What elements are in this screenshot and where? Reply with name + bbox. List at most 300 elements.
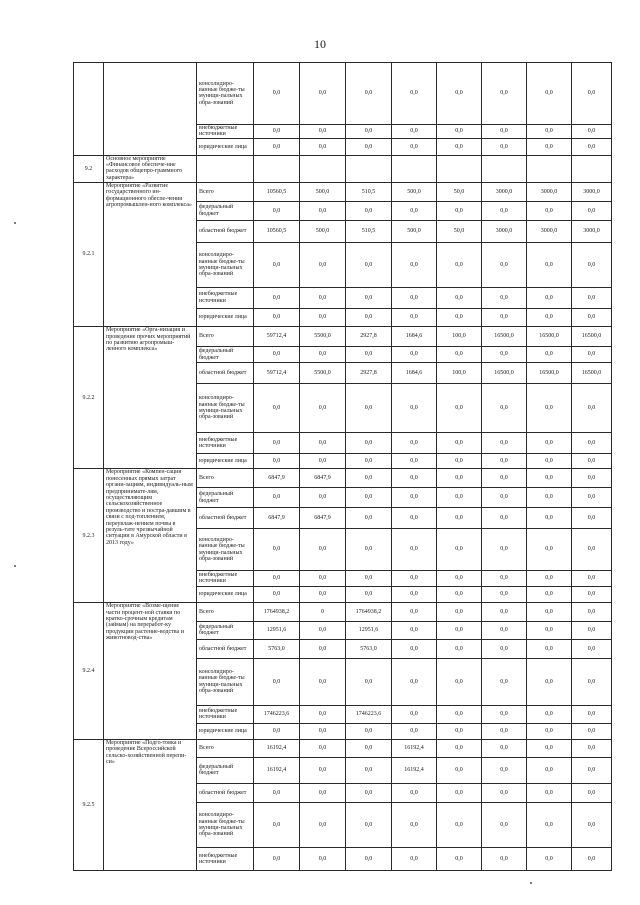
funding-source-cell: Всего — [197, 740, 254, 758]
amount-cell: 0,0 — [572, 487, 612, 508]
amount-cell: 0,0 — [392, 848, 437, 871]
amount-cell — [437, 155, 482, 182]
amount-cell: 0,0 — [527, 124, 572, 138]
code-cell: 9.2.3 — [74, 469, 104, 603]
table-row — [74, 155, 612, 182]
amount-cell: 0,0 — [437, 586, 482, 602]
amount-cell: 0,0 — [572, 529, 612, 571]
amount-cell: 510,5 — [346, 183, 392, 202]
amount-cell: 0,0 — [527, 658, 572, 705]
measure-title-cell: Основное мероприятие «Финансовое обеспече-ние расходов общепро-граммного характера» — [104, 155, 197, 182]
amount-cell: 0,0 — [437, 640, 482, 659]
funding-source-cell: юридические лица — [197, 723, 254, 739]
amount-cell: 0,0 — [482, 308, 527, 327]
amount-cell: 0,0 — [346, 723, 392, 739]
amount-cell: 0,0 — [300, 201, 346, 221]
amount-cell: 0,0 — [392, 706, 437, 724]
page-number: 10 — [314, 37, 326, 51]
amount-cell: 0,0 — [527, 346, 572, 362]
amount-cell: 0,0 — [572, 288, 612, 309]
amount-cell: 0,0 — [254, 63, 300, 125]
amount-cell: 0,0 — [572, 603, 612, 622]
amount-cell: 3000,0 — [572, 221, 612, 243]
amount-cell: 0,0 — [527, 453, 572, 468]
amount-cell: 0,0 — [300, 308, 346, 327]
amount-cell: 0,0 — [527, 757, 572, 784]
amount-cell: 16500,0 — [572, 363, 612, 384]
funding-source-cell: юридические лица — [197, 308, 254, 327]
amount-cell: 0,0 — [437, 658, 482, 705]
funding-source-cell: консолидиро-ванные бюдже-ты муници-пальных обра-зований — [197, 63, 254, 125]
amount-cell: 0,0 — [527, 640, 572, 659]
amount-cell: 0,0 — [254, 383, 300, 432]
table-row — [74, 327, 612, 347]
measure-title-cell: Мероприятие «Орга-низация и проведение прочих мероприятий по развитию агропромыш-ленного комплекса» — [104, 327, 197, 469]
amount-cell: 0,0 — [527, 139, 572, 155]
amount-cell: 0,0 — [482, 201, 527, 221]
amount-cell: 0,0 — [346, 308, 392, 327]
amount-cell: 0,0 — [346, 487, 392, 508]
amount-cell: 0 — [300, 603, 346, 622]
amount-cell: 0,0 — [437, 802, 482, 847]
amount-cell: 0,0 — [482, 571, 527, 586]
amount-cell: 0,0 — [572, 757, 612, 784]
amount-cell: 10560,5 — [254, 183, 300, 202]
amount-cell: 0,0 — [572, 139, 612, 155]
amount-cell: 0,0 — [572, 201, 612, 221]
amount-cell: 0,0 — [300, 288, 346, 309]
amount-cell: 0,0 — [346, 201, 392, 221]
amount-cell: 5500,0 — [300, 327, 346, 347]
amount-cell: 500,0 — [300, 183, 346, 202]
amount-cell: 0,0 — [572, 453, 612, 468]
table-row — [74, 603, 612, 622]
funding-source-cell: федеральный бюджет — [197, 346, 254, 362]
amount-cell: 12951,6 — [346, 621, 392, 640]
amount-cell: 0,0 — [437, 621, 482, 640]
funding-source-cell: федеральный бюджет — [197, 621, 254, 640]
amount-cell: 0,0 — [437, 288, 482, 309]
amount-cell — [254, 155, 300, 182]
funding-source-cell: консолидиро-ванные бюдже-ты муници-пальных обра-зований — [197, 529, 254, 571]
funding-source-cell: консолидиро-ванные бюдже-ты муници-пальных обра-зований — [197, 658, 254, 705]
code-cell: 9.2.1 — [74, 183, 104, 327]
scan-speck — [530, 882, 532, 884]
amount-cell: 0,0 — [527, 201, 572, 221]
amount-cell: 0,0 — [482, 802, 527, 847]
funding-source-cell: внебюджетные источники — [197, 706, 254, 724]
amount-cell: 0,0 — [527, 487, 572, 508]
amount-cell: 0,0 — [572, 621, 612, 640]
amount-cell: 0,0 — [300, 757, 346, 784]
amount-cell: 0,0 — [254, 529, 300, 571]
amount-cell: 0,0 — [527, 469, 572, 488]
amount-cell: 0,0 — [254, 124, 300, 138]
amount-cell: 0,0 — [254, 723, 300, 739]
funding-source-cell: областной бюджет — [197, 363, 254, 384]
amount-cell: 0,0 — [437, 740, 482, 758]
amount-cell: 3000,0 — [482, 221, 527, 243]
funding-source-cell: Всего — [197, 603, 254, 622]
amount-cell: 0,0 — [392, 383, 437, 432]
funding-source-cell: областной бюджет — [197, 640, 254, 659]
amount-cell: 12951,6 — [254, 621, 300, 640]
amount-cell: 0,0 — [254, 487, 300, 508]
amount-cell: 0,0 — [437, 383, 482, 432]
amount-cell: 0,0 — [392, 723, 437, 739]
amount-cell: 0,0 — [300, 740, 346, 758]
amount-cell: 0,0 — [392, 124, 437, 138]
amount-cell: 0,0 — [572, 124, 612, 138]
amount-cell: 0,0 — [527, 383, 572, 432]
amount-cell — [300, 155, 346, 182]
amount-cell — [572, 155, 612, 182]
amount-cell: 0,0 — [527, 723, 572, 739]
amount-cell: 0,0 — [482, 383, 527, 432]
amount-cell: 59712,4 — [254, 363, 300, 384]
code-cell: 9.2.4 — [74, 603, 104, 740]
table-row — [74, 183, 612, 202]
amount-cell: 0,0 — [254, 433, 300, 454]
amount-cell: 16192,4 — [254, 757, 300, 784]
amount-cell: 0,0 — [346, 124, 392, 138]
code-cell: 9.2.2 — [74, 327, 104, 469]
amount-cell: 0,0 — [482, 139, 527, 155]
amount-cell — [392, 155, 437, 182]
amount-cell: 0,0 — [300, 571, 346, 586]
amount-cell: 0,0 — [527, 433, 572, 454]
funding-source-cell: юридические лица — [197, 453, 254, 468]
amount-cell: 510,5 — [346, 221, 392, 243]
code-cell: 9.2.5 — [74, 740, 104, 871]
amount-cell: 0,0 — [346, 508, 392, 529]
amount-cell: 0,0 — [572, 63, 612, 125]
amount-cell: 0,0 — [572, 784, 612, 803]
amount-cell: 0,0 — [254, 242, 300, 287]
amount-cell: 0,0 — [572, 433, 612, 454]
amount-cell: 0,0 — [527, 508, 572, 529]
amount-cell: 0,0 — [300, 453, 346, 468]
funding-source-cell: Всего — [197, 327, 254, 347]
amount-cell: 16500,0 — [482, 363, 527, 384]
amount-cell: 0,0 — [437, 453, 482, 468]
amount-cell: 16500,0 — [527, 363, 572, 384]
amount-cell: 0,0 — [437, 784, 482, 803]
amount-cell: 0,0 — [392, 288, 437, 309]
amount-cell: 0,0 — [572, 802, 612, 847]
scan-speck — [14, 222, 16, 224]
amount-cell: 16500,0 — [572, 327, 612, 347]
funding-source-cell: юридические лица — [197, 139, 254, 155]
amount-cell: 0,0 — [572, 848, 612, 871]
amount-cell: 500,0 — [392, 183, 437, 202]
amount-cell: 0,0 — [346, 586, 392, 602]
amount-cell: 0,0 — [527, 63, 572, 125]
amount-cell: 0,0 — [482, 784, 527, 803]
amount-cell: 0,0 — [482, 757, 527, 784]
amount-cell: 0,0 — [527, 848, 572, 871]
amount-cell: 0,0 — [392, 603, 437, 622]
amount-cell: 0,0 — [437, 848, 482, 871]
amount-cell: 0,0 — [392, 433, 437, 454]
amount-cell: 0,0 — [254, 139, 300, 155]
amount-cell: 0,0 — [300, 802, 346, 847]
amount-cell: 0,0 — [392, 586, 437, 602]
amount-cell: 0,0 — [346, 529, 392, 571]
amount-cell: 0,0 — [437, 346, 482, 362]
amount-cell: 0,0 — [346, 757, 392, 784]
amount-cell: 0,0 — [392, 242, 437, 287]
amount-cell: 0,0 — [300, 621, 346, 640]
amount-cell: 0,0 — [527, 603, 572, 622]
amount-cell: 1746223,6 — [346, 706, 392, 724]
amount-cell: 16192,4 — [254, 740, 300, 758]
amount-cell: 5763,0 — [346, 640, 392, 659]
amount-cell: 0,0 — [254, 802, 300, 847]
amount-cell: 0,0 — [437, 487, 482, 508]
funding-source-cell: внебюджетные источники — [197, 433, 254, 454]
amount-cell: 1746223,6 — [254, 706, 300, 724]
amount-cell: 100,0 — [437, 363, 482, 384]
amount-cell: 6847,9 — [254, 508, 300, 529]
funding-source-cell: областной бюджет — [197, 221, 254, 243]
amount-cell: 0,0 — [300, 723, 346, 739]
amount-cell: 0,0 — [572, 723, 612, 739]
amount-cell: 0,0 — [437, 242, 482, 287]
amount-cell: 0,0 — [572, 658, 612, 705]
amount-cell: 1684,6 — [392, 363, 437, 384]
measure-title-cell: Мероприятие «Развитие государственного ин-формационного обеспе-чения агропромышлен-ного комплекса» — [104, 183, 197, 327]
amount-cell: 1764938,2 — [254, 603, 300, 622]
amount-cell: 0,0 — [482, 621, 527, 640]
amount-cell: 16500,0 — [527, 327, 572, 347]
amount-cell: 0,0 — [482, 508, 527, 529]
amount-cell: 0,0 — [437, 706, 482, 724]
amount-cell: 0,0 — [572, 308, 612, 327]
funding-source-cell: консолидиро-ванные бюдже-ты муници-пальных обра-зований — [197, 383, 254, 432]
table-row — [74, 740, 612, 758]
table-row — [74, 63, 612, 125]
amount-cell: 0,0 — [437, 757, 482, 784]
scan-speck — [14, 565, 16, 567]
amount-cell: 59712,4 — [254, 327, 300, 347]
amount-cell: 0,0 — [572, 586, 612, 602]
amount-cell: 0,0 — [300, 433, 346, 454]
amount-cell: 0,0 — [300, 706, 346, 724]
code-cell — [74, 63, 104, 156]
amount-cell: 0,0 — [437, 63, 482, 125]
amount-cell: 0,0 — [300, 658, 346, 705]
amount-cell: 0,0 — [392, 201, 437, 221]
amount-cell: 0,0 — [346, 848, 392, 871]
amount-cell: 500,0 — [300, 221, 346, 243]
amount-cell: 0,0 — [254, 201, 300, 221]
amount-cell: 0,0 — [300, 346, 346, 362]
amount-cell: 0,0 — [437, 723, 482, 739]
amount-cell — [527, 155, 572, 182]
amount-cell: 0,0 — [392, 658, 437, 705]
amount-cell: 0,0 — [300, 586, 346, 602]
amount-cell: 0,0 — [482, 63, 527, 125]
funding-source-cell: федеральный бюджет — [197, 201, 254, 221]
amount-cell: 0,0 — [482, 469, 527, 488]
amount-cell: 0,0 — [572, 469, 612, 488]
amount-cell: 3000,0 — [527, 183, 572, 202]
amount-cell: 6847,9 — [254, 469, 300, 488]
amount-cell: 0,0 — [437, 201, 482, 221]
amount-cell: 0,0 — [392, 529, 437, 571]
amount-cell: 0,0 — [527, 242, 572, 287]
amount-cell: 0,0 — [392, 346, 437, 362]
amount-cell: 0,0 — [392, 63, 437, 125]
amount-cell: 0,0 — [300, 529, 346, 571]
amount-cell — [482, 155, 527, 182]
amount-cell: 0,0 — [527, 586, 572, 602]
amount-cell: 500,0 — [392, 221, 437, 243]
amount-cell: 0,0 — [254, 346, 300, 362]
amount-cell: 0,0 — [482, 723, 527, 739]
amount-cell: 0,0 — [392, 453, 437, 468]
amount-cell: 0,0 — [346, 433, 392, 454]
amount-cell: 0,0 — [572, 640, 612, 659]
amount-cell: 0,0 — [482, 658, 527, 705]
amount-cell: 0,0 — [482, 740, 527, 758]
amount-cell: 0,0 — [527, 706, 572, 724]
amount-cell: 0,0 — [346, 658, 392, 705]
amount-cell: 16192,4 — [392, 740, 437, 758]
amount-cell: 6847,9 — [300, 508, 346, 529]
amount-cell: 0,0 — [392, 508, 437, 529]
funding-source-cell: областной бюджет — [197, 508, 254, 529]
amount-cell: 0,0 — [482, 453, 527, 468]
funding-source-cell: Всего — [197, 183, 254, 202]
amount-cell: 0,0 — [437, 308, 482, 327]
amount-cell: 0,0 — [254, 586, 300, 602]
amount-cell: 0,0 — [392, 621, 437, 640]
amount-cell: 0,0 — [572, 706, 612, 724]
amount-cell: 0,0 — [254, 288, 300, 309]
amount-cell: 16192,4 — [392, 757, 437, 784]
amount-cell: 0,0 — [437, 469, 482, 488]
code-cell: 9.2 — [74, 155, 104, 182]
amount-cell: 3000,0 — [482, 183, 527, 202]
amount-cell: 0,0 — [437, 571, 482, 586]
amount-cell: 0,0 — [346, 469, 392, 488]
amount-cell: 3000,0 — [527, 221, 572, 243]
amount-cell: 0,0 — [300, 640, 346, 659]
amount-cell: 50,0 — [437, 183, 482, 202]
amount-cell: 0,0 — [392, 308, 437, 327]
amount-cell: 0,0 — [527, 740, 572, 758]
amount-cell: 0,0 — [572, 346, 612, 362]
amount-cell: 0,0 — [346, 288, 392, 309]
amount-cell: 0,0 — [346, 453, 392, 468]
amount-cell: 0,0 — [527, 571, 572, 586]
amount-cell: 0,0 — [572, 242, 612, 287]
amount-cell: 0,0 — [346, 346, 392, 362]
amount-cell: 0,0 — [482, 487, 527, 508]
budget-table — [73, 62, 612, 871]
amount-cell: 0,0 — [437, 508, 482, 529]
amount-cell: 0,0 — [254, 571, 300, 586]
amount-cell: 0,0 — [346, 383, 392, 432]
amount-cell: 0,0 — [437, 139, 482, 155]
amount-cell: 5763,0 — [254, 640, 300, 659]
funding-source-cell — [197, 155, 254, 182]
amount-cell — [346, 155, 392, 182]
funding-source-cell: внебюджетные источники — [197, 124, 254, 138]
amount-cell: 6847,9 — [300, 469, 346, 488]
amount-cell: 0,0 — [346, 784, 392, 803]
amount-cell: 0,0 — [346, 139, 392, 155]
amount-cell: 2927,8 — [346, 327, 392, 347]
amount-cell: 0,0 — [392, 640, 437, 659]
amount-cell: 0,0 — [482, 124, 527, 138]
amount-cell: 0,0 — [346, 740, 392, 758]
amount-cell: 0,0 — [572, 740, 612, 758]
amount-cell: 0,0 — [527, 802, 572, 847]
amount-cell: 0,0 — [482, 586, 527, 602]
amount-cell: 0,0 — [482, 346, 527, 362]
amount-cell: 3000,0 — [572, 183, 612, 202]
amount-cell: 0,0 — [437, 124, 482, 138]
amount-cell: 0,0 — [300, 383, 346, 432]
amount-cell: 50,0 — [437, 221, 482, 243]
amount-cell: 0,0 — [572, 383, 612, 432]
amount-cell: 0,0 — [392, 469, 437, 488]
table-row — [74, 469, 612, 488]
table-body — [74, 63, 612, 871]
amount-cell: 0,0 — [527, 308, 572, 327]
amount-cell: 0,0 — [254, 848, 300, 871]
funding-source-cell: внебюджетные источники — [197, 288, 254, 309]
amount-cell: 0,0 — [482, 848, 527, 871]
funding-source-cell: областной бюджет — [197, 784, 254, 803]
amount-cell: 0,0 — [300, 242, 346, 287]
title-cell — [104, 63, 197, 156]
amount-cell: 0,0 — [300, 784, 346, 803]
amount-cell: 0,0 — [392, 487, 437, 508]
amount-cell: 1764938,2 — [346, 603, 392, 622]
amount-cell: 0,0 — [392, 784, 437, 803]
amount-cell: 0,0 — [482, 706, 527, 724]
amount-cell: 0,0 — [392, 571, 437, 586]
amount-cell: 16500,0 — [482, 327, 527, 347]
funding-source-cell: юридические лица — [197, 586, 254, 602]
measure-title-cell: Мероприятие «Компен-сация понесенных прямых затрат органи-зациям, индивидуаль-ным предпринимате-лям, осуществляющим сельскохозяйственное производство и постра-давшим в связи с под-топлением, переувлаж-нением почвы в резуль-тате чрезвычайной ситуации в Амурской области в 2013 году» — [104, 469, 197, 603]
amount-cell: 0,0 — [482, 529, 527, 571]
amount-cell: 0,0 — [254, 784, 300, 803]
amount-cell: 0,0 — [392, 802, 437, 847]
funding-source-cell: федеральный бюджет — [197, 487, 254, 508]
amount-cell: 2927,8 — [346, 363, 392, 384]
amount-cell: 5500,0 — [300, 363, 346, 384]
amount-cell: 1684,6 — [392, 327, 437, 347]
amount-cell: 0,0 — [437, 603, 482, 622]
amount-cell: 0,0 — [254, 453, 300, 468]
amount-cell: 0,0 — [254, 658, 300, 705]
amount-cell: 0,0 — [254, 308, 300, 327]
amount-cell: 0,0 — [437, 529, 482, 571]
amount-cell: 0,0 — [572, 571, 612, 586]
amount-cell: 0,0 — [300, 124, 346, 138]
amount-cell: 0,0 — [482, 433, 527, 454]
amount-cell: 0,0 — [437, 433, 482, 454]
funding-source-cell: федеральный бюджет — [197, 757, 254, 784]
amount-cell: 0,0 — [572, 508, 612, 529]
amount-cell: 0,0 — [300, 139, 346, 155]
funding-source-cell: Всего — [197, 469, 254, 488]
